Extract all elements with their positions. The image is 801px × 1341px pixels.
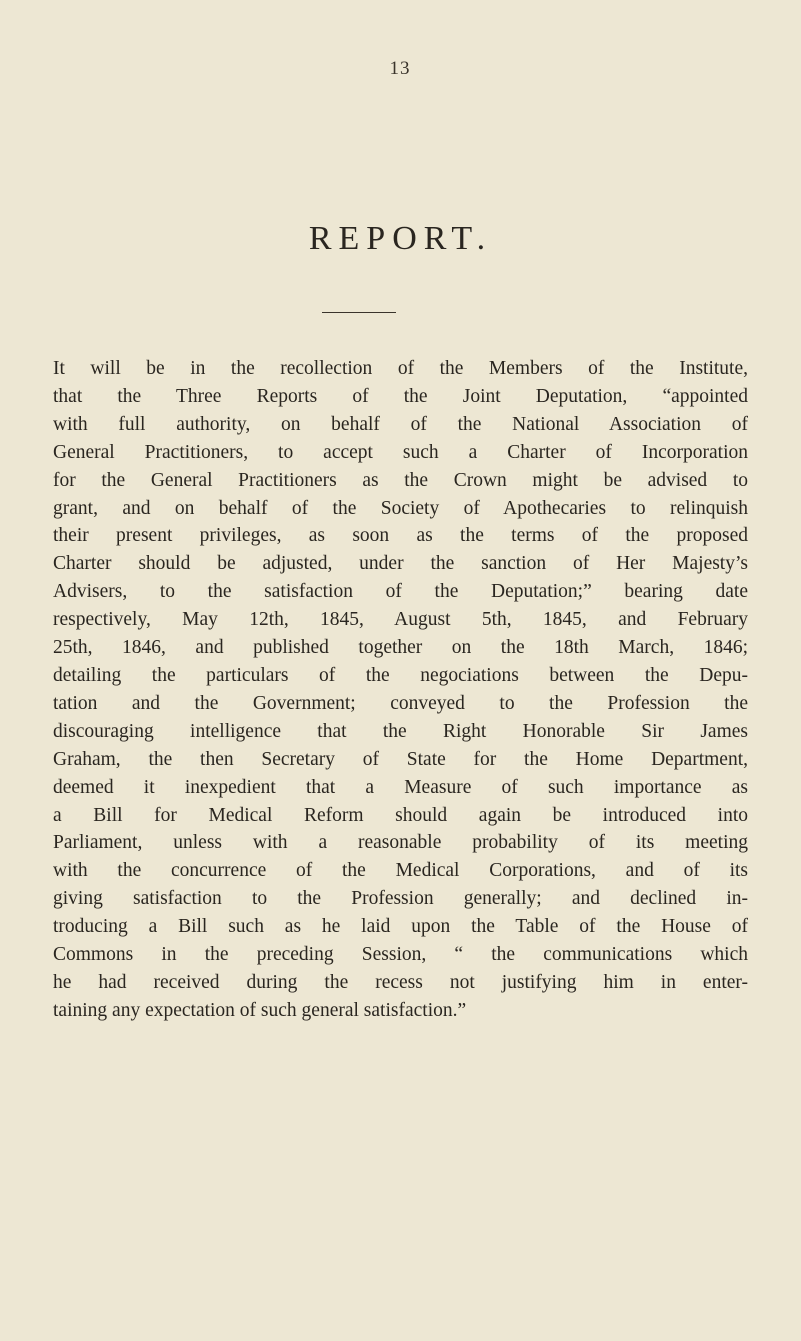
paragraph-line: Parliament, unless with a reasonable probability of its meeting [53, 832, 748, 854]
paragraph-line: 25th, 1846, and published together on the 18th March, 1846; [53, 637, 748, 659]
paragraph-line: Graham, the then Secretary of State for the Home Department, [53, 748, 748, 770]
paragraph-line: their present privileges, as soon as the terms of the proposed [53, 525, 748, 547]
paragraph-line: with the concurrence of the Medical Corporations, and of its [53, 860, 748, 882]
paragraph-line: It will be in the recollection of the Members of the Institute, [53, 358, 748, 379]
paragraph-line: with full authority, on behalf of the National Association of [53, 413, 748, 435]
paragraph-line: deemed it inexpedient that a Measure of such importance as [53, 776, 748, 798]
paragraph-line: Advisers, to the satisfaction of the Deputation;” bearing date [53, 581, 748, 603]
paragraph-line: detailing the particulars of the negociations between the Depu- [53, 664, 748, 686]
paragraph-line: giving satisfaction to the Profession generally; and declined in- [53, 888, 748, 910]
page-number: 13 [389, 58, 411, 79]
page-title: REPORT. [308, 220, 493, 257]
paragraph-line: discouraging intelligence that the Right Honorable Sir James [53, 720, 748, 742]
paragraph-line: Commons in the preceding Session, “ the communications which [53, 944, 748, 966]
paragraph-line: that the Three Reports of the Joint Deputation, “appointed [53, 385, 748, 407]
paragraph-line: a Bill for Medical Reform should again be introduced into [53, 804, 748, 826]
paragraph-line: troducing a Bill such as he laid upon the Table of the House of [53, 916, 748, 938]
paragraph-line: General Practitioners, to accept such a Charter of Incorporation [53, 441, 748, 463]
paragraph-line: taining any expectation of such general satisfaction.” [53, 999, 467, 1021]
paragraph-line: Charter should be adjusted, under the sanction of Her Majesty’s [53, 553, 748, 575]
paragraph-line: tation and the Government; conveyed to the Profession the [53, 692, 748, 714]
title-divider [322, 312, 396, 313]
report-paragraph [53, 355, 748, 1025]
paragraph-line: respectively, May 12th, 1845, August 5th, 1845, and February [53, 609, 748, 631]
paragraph-line: for the General Practitioners as the Crown might be advised to [53, 469, 748, 491]
paragraph-line: he had received during the recess not justifying him in enter- [53, 971, 748, 993]
paragraph-line: grant, and on behalf of the Society of Apothecaries to relinquish [53, 497, 748, 519]
